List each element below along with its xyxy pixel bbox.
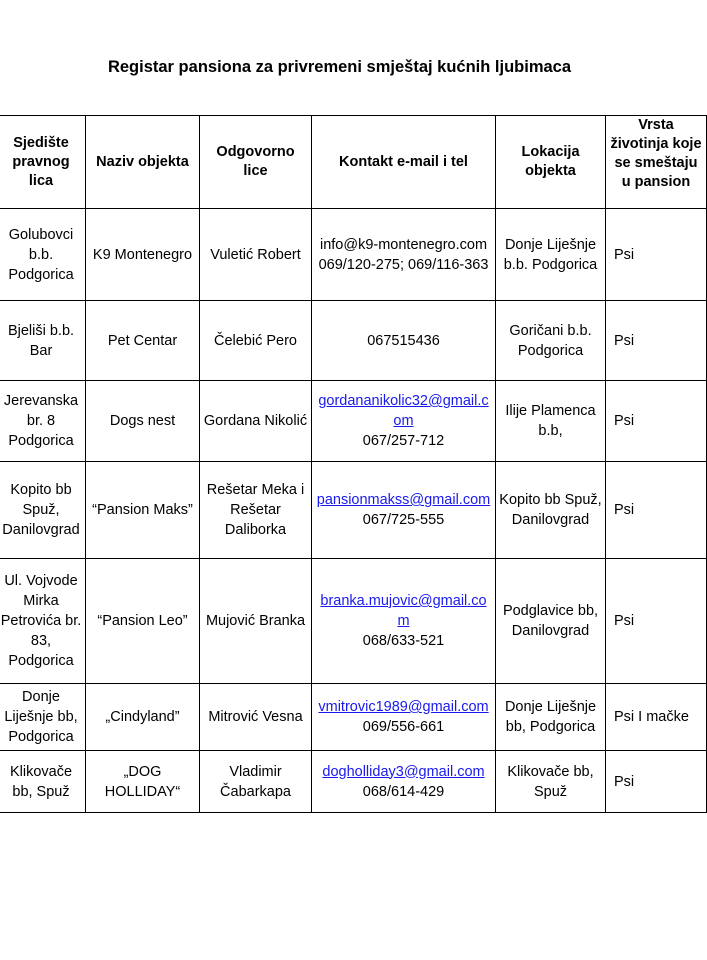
cell-lokacija: Donje Liješnje b.b. Podgorica bbox=[496, 209, 606, 301]
cell-naziv: „Cindyland” bbox=[86, 684, 200, 751]
phone-text: 069/556-661 bbox=[362, 719, 445, 735]
cell-naziv: “Pansion Leo” bbox=[86, 559, 200, 684]
cell-vrsta: Psi bbox=[606, 559, 707, 684]
cell-vrsta: Psi bbox=[606, 381, 707, 462]
cell-vrsta: Psi bbox=[606, 462, 707, 559]
cell-vrsta: Psi bbox=[606, 301, 707, 381]
cell-vrsta: Psi I mačke bbox=[606, 684, 707, 751]
cell-vrsta: Psi bbox=[606, 209, 707, 301]
column-header-vrsta: Vrsta životinja koje se smeštaju u pansion bbox=[606, 116, 707, 209]
cell-lokacija: Podglavice bb, Danilovgrad bbox=[496, 559, 606, 684]
cell-kontakt bbox=[312, 559, 496, 684]
cell-sjediste: Bjeliši b.b. Bar bbox=[0, 301, 86, 381]
email-link[interactable]: vmitrovic1989@gmail.com bbox=[318, 699, 489, 715]
cell-kontakt bbox=[312, 209, 496, 301]
table-row bbox=[0, 301, 707, 381]
cell-vrsta: Psi bbox=[606, 751, 707, 813]
cell-lokacija: Goričani b.b. Podgorica bbox=[496, 301, 606, 381]
cell-kontakt bbox=[312, 751, 496, 813]
cell-sjediste: Kopito bb Spuž, Danilovgrad bbox=[0, 462, 86, 559]
phone-text: 068/633-521 bbox=[362, 633, 445, 649]
page-title: Registar pansiona za privremeni smještaj kućnih ljubimaca bbox=[107, 58, 572, 76]
phone-text: 067515436 bbox=[367, 332, 440, 349]
column-header-lokacija: Lokacija objekta bbox=[496, 116, 606, 209]
cell-kontakt bbox=[312, 462, 496, 559]
column-header-naziv: Naziv objekta bbox=[86, 116, 200, 209]
cell-sjediste: Donje Liješnje bb, Podgorica bbox=[0, 684, 86, 751]
email-link[interactable]: pansionmakss@gmail.com bbox=[316, 492, 491, 508]
email-link[interactable]: gordananikolic32@gmail.com bbox=[318, 393, 489, 429]
table-row bbox=[0, 684, 707, 751]
column-header-sjediste: Sjedište pravnog lica bbox=[0, 116, 86, 209]
table-header-row bbox=[0, 116, 707, 209]
table-row bbox=[0, 462, 707, 559]
cell-naziv: „DOG HOLLIDAY“ bbox=[86, 751, 200, 813]
phone-text: 067/725-555 bbox=[362, 512, 445, 528]
cell-kontakt bbox=[312, 301, 496, 381]
cell-odgovorno-lice: Rešetar Meka i Rešetar Daliborka bbox=[200, 462, 312, 559]
cell-sjediste: Golubovci b.b. Podgorica bbox=[0, 209, 86, 301]
cell-odgovorno-lice: Mitrović Vesna bbox=[200, 684, 312, 751]
cell-sjediste: Ul. Vojvode Mirka Petrovića br. 83, Podgorica bbox=[0, 559, 86, 684]
cell-odgovorno-lice: Gordana Nikolić bbox=[200, 381, 312, 462]
phone-text: 067/257-712 bbox=[362, 433, 445, 449]
cell-lokacija: Klikovače bb, Spuž bbox=[496, 751, 606, 813]
phone-text: 069/120-275; 069/116-363 bbox=[318, 256, 489, 273]
cell-lokacija: Kopito bb Spuž, Danilovgrad bbox=[496, 462, 606, 559]
email-link[interactable]: dogholliday3@gmail.com bbox=[322, 763, 485, 780]
registry-table bbox=[0, 115, 707, 813]
column-header-lice: Odgovorno lice bbox=[200, 116, 312, 209]
cell-kontakt bbox=[312, 684, 496, 751]
cell-odgovorno-lice: Mujović Branka bbox=[200, 559, 312, 684]
phone-text: 068/614-429 bbox=[362, 783, 445, 800]
cell-naziv: K9 Montenegro bbox=[86, 209, 200, 301]
table-row bbox=[0, 751, 707, 813]
email-link[interactable]: branka.mujovic@gmail.com bbox=[320, 593, 487, 629]
cell-odgovorno-lice: Vuletić Robert bbox=[200, 209, 312, 301]
cell-naziv: Pet Centar bbox=[86, 301, 200, 381]
table-row bbox=[0, 381, 707, 462]
cell-lokacija: Ilije Plamenca b.b, bbox=[496, 381, 606, 462]
cell-sjediste: Klikovače bb, Spuž bbox=[0, 751, 86, 813]
cell-odgovorno-lice: Vladimir Čabarkapa bbox=[200, 751, 312, 813]
cell-naziv: “Pansion Maks” bbox=[86, 462, 200, 559]
cell-odgovorno-lice: Čelebić Pero bbox=[200, 301, 312, 381]
table-row bbox=[0, 559, 707, 684]
cell-sjediste: Jerevanska br. 8 Podgorica bbox=[0, 381, 86, 462]
cell-kontakt bbox=[312, 381, 496, 462]
column-header-kontakt: Kontakt e-mail i tel bbox=[312, 116, 496, 209]
table-row bbox=[0, 209, 707, 301]
email-text: info@k9-montenegro.com bbox=[319, 236, 488, 253]
cell-naziv: Dogs nest bbox=[86, 381, 200, 462]
cell-lokacija: Donje Liješnje bb, Podgorica bbox=[496, 684, 606, 751]
